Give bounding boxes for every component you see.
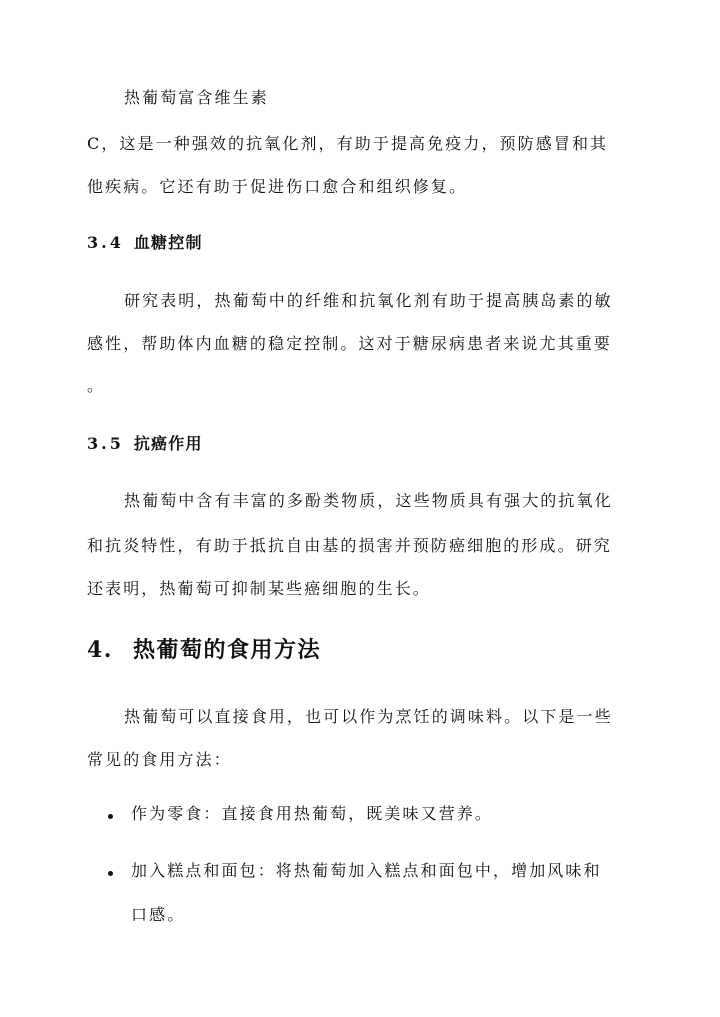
section-title: 抗癌作用 (133, 434, 203, 453)
paragraph-line: 。 (87, 376, 106, 395)
paragraph-line: 感性，帮助体内血糖的稳定控制。这对于糖尿病患者来说尤其重要 (87, 334, 612, 353)
section-title: 血糖控制 (133, 233, 203, 252)
section-number: 3.5 (87, 434, 124, 453)
paragraph-line: 热葡萄可以直接食用，也可以作为烹饪的调味料。以下是一些 (124, 707, 613, 726)
list-item: 作为零食：直接食用热葡萄，既美味又营养。 (131, 804, 494, 823)
paragraph-line: 还表明，热葡萄可抑制某些癌细胞的生长。 (87, 579, 431, 598)
section-title: 热葡萄的食用方法 (132, 637, 321, 663)
paragraph-line: 和抗炎特性，有助于抵抗自由基的损害并预防癌细胞的形成。研究 (87, 536, 612, 555)
section-heading-3-4 (87, 233, 203, 253)
paragraph-line: 他疾病。它还有助于促进伤口愈合和组织修复。 (87, 177, 468, 196)
list-item: 加入糕点和面包：将热葡萄加入糕点和面包中，增加风味和 (131, 861, 602, 880)
paragraph-line: C，这是一种强效的抗氧化剂，有助于提高免疫力，预防感冒和其 (87, 134, 609, 153)
paragraph-line: 热葡萄中含有丰富的多酚类物质，这些物质具有强大的抗氧化 (124, 491, 613, 510)
section-heading-4 (87, 636, 321, 664)
section-number: 4. (87, 637, 113, 663)
paragraph-line: 常见的食用方法： (87, 750, 232, 769)
bullet-icon (108, 814, 113, 819)
bullet-icon (108, 871, 113, 876)
paragraph-line: 研究表明，热葡萄中的纤维和抗氧化剂有助于提高胰岛素的敏 (124, 291, 613, 310)
paragraph-line: 热葡萄富含维生素 (124, 88, 269, 107)
section-number: 3.4 (87, 233, 124, 252)
list-item-continuation: 口感。 (131, 905, 186, 924)
section-heading-3-5 (87, 434, 203, 454)
